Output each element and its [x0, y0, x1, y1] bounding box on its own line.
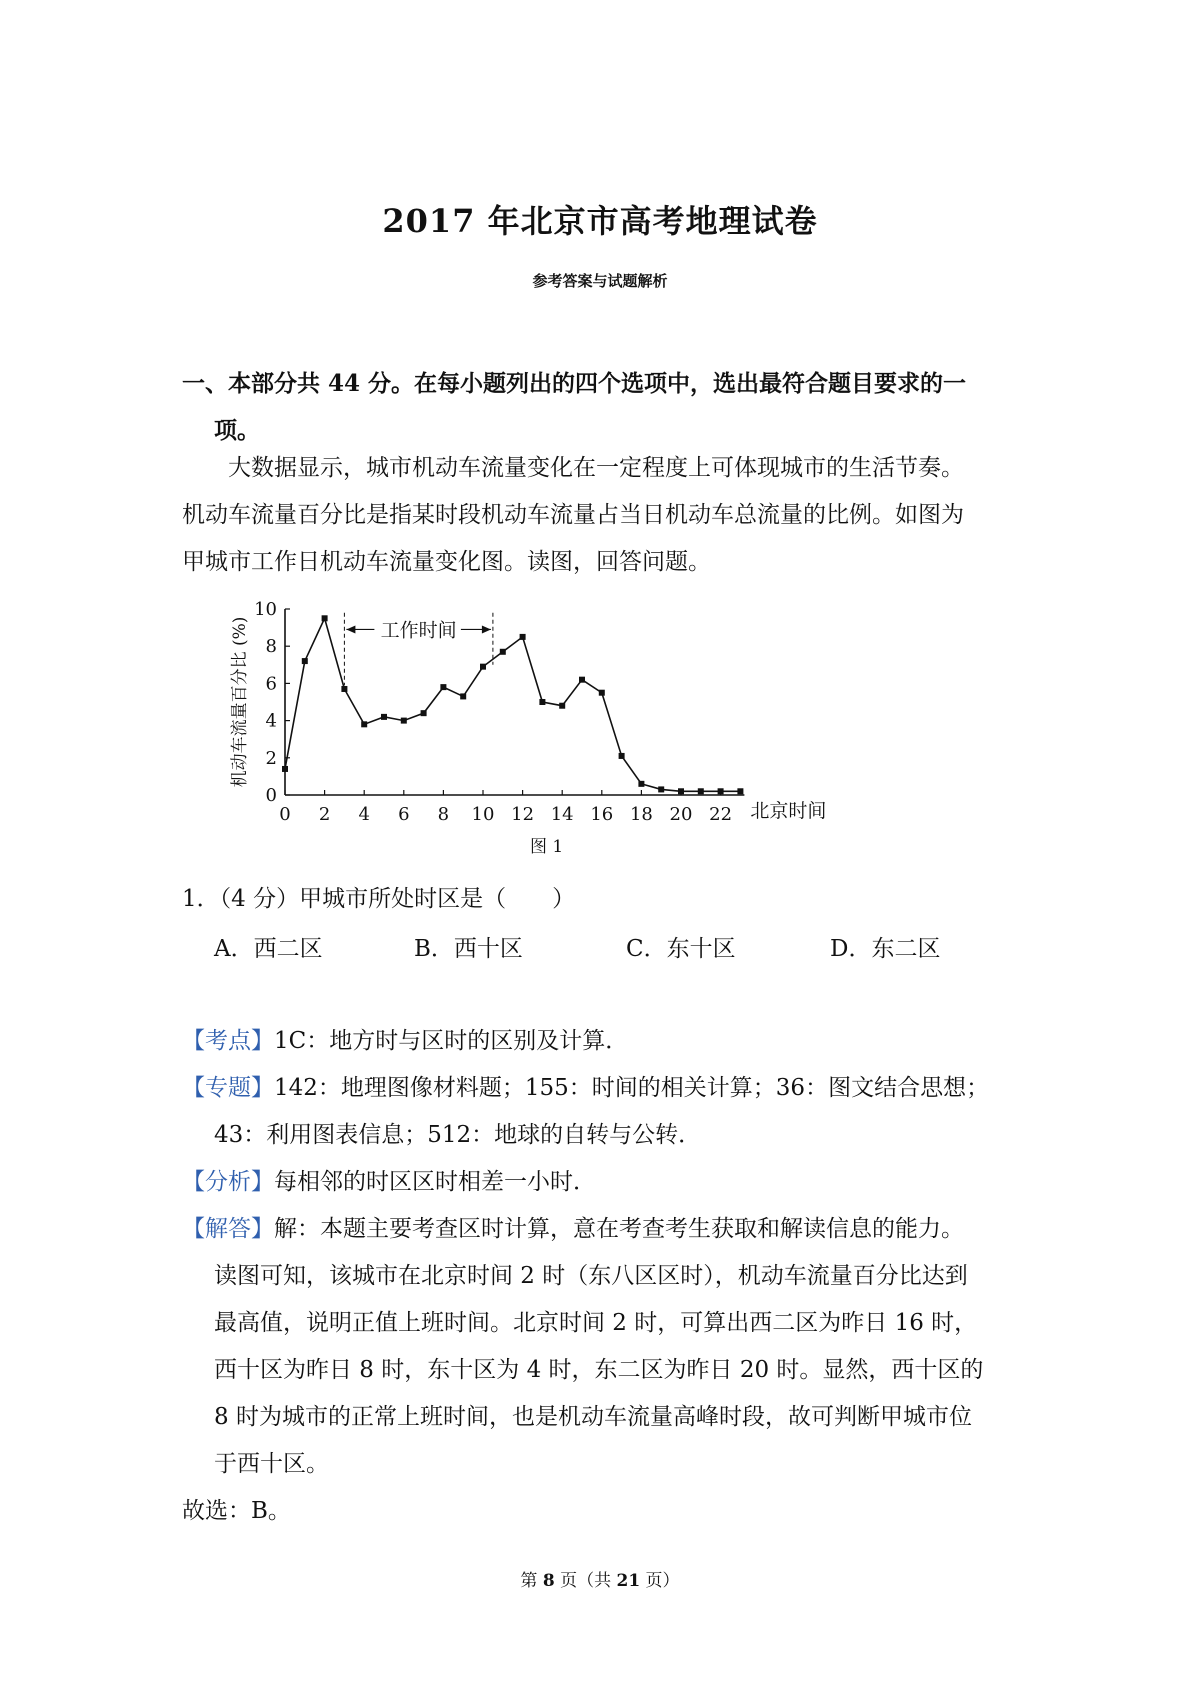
data-point: [718, 788, 724, 794]
y-tick-label: 2: [265, 747, 277, 769]
zhuanti-text-1: 142：地理图像材料题；155：时间的相关计算；36：图文结合思想；: [274, 1075, 990, 1101]
intro-line-3: 甲城市工作日机动车流量变化图。读图，回答问题。: [182, 549, 711, 575]
x-tick-label: 20: [669, 804, 693, 825]
annotation-arrowhead-right: [482, 625, 491, 633]
data-point: [480, 664, 486, 670]
data-point: [698, 788, 704, 794]
x-tick-label: 22: [709, 804, 733, 825]
x-tick-label: 2: [318, 804, 331, 825]
jieda-text-2: 读图可知，该城市在北京时间 2 时（东八区区时），机动车流量百分比达到: [214, 1263, 968, 1289]
x-tick-label: 14: [550, 804, 574, 825]
x-tick-label: 0: [279, 804, 291, 825]
annotation-label: 工作时间: [380, 619, 457, 642]
option-a: A．西二区: [214, 936, 323, 962]
jieda-text-4: 西十区为昨日 8 时，东十区为 4 时，东二区为昨日 20 时。显然，西十区的: [214, 1357, 984, 1383]
x-tick-label: 8: [437, 804, 450, 825]
intro-line-2: 机动车流量百分比是指某时段机动车流量占当日机动车总流量的比例。如图为: [182, 502, 964, 528]
y-tick-label: 0: [265, 785, 277, 806]
data-point: [559, 703, 565, 709]
y-axis-label: 机动车流量百分比 (%): [230, 616, 250, 788]
page-title: 2017 年北京市高考地理试卷: [382, 202, 818, 240]
y-tick-label: 6: [265, 673, 277, 695]
page-footer: [0, 1566, 1200, 1591]
data-point: [381, 714, 387, 720]
section-line-2: 项。: [214, 417, 260, 444]
jieda-text-6: 于西十区。: [214, 1451, 329, 1477]
data-point: [638, 781, 644, 787]
x-tick-label: 10: [471, 804, 495, 825]
fenxi-text: 每相邻的时区区时相差一小时．: [274, 1169, 596, 1195]
data-point: [322, 615, 328, 621]
x-tick-label: 16: [590, 804, 614, 825]
zhuanti-text-2: 43：利用图表信息；512：地球的自转与公转．: [214, 1122, 702, 1148]
section-line-1: 一、本部分共 44 分。在每小题列出的四个选项中，选出最符合题目要求的一: [182, 370, 967, 397]
jieda-text-3: 最高值，说明正值上班时间。北京时间 2 时，可算出西二区为昨日 16 时，: [214, 1310, 978, 1336]
intro-line-1: 大数据显示，城市机动车流量变化在一定程度上可体现城市的生活节奏。: [228, 455, 964, 481]
y-tick-label: 8: [265, 636, 277, 658]
data-point: [500, 649, 506, 655]
intro-paragraph: [182, 445, 1042, 586]
data-point: [619, 753, 625, 759]
data-point: [460, 693, 466, 699]
series-line: [285, 618, 740, 791]
kaodian-text: 1C：地方时与区时的区别及计算．: [274, 1028, 629, 1054]
data-point: [440, 684, 446, 690]
x-tick-label: 4: [358, 804, 370, 825]
question-stem: 1．（4 分）甲城市所处时区是（ ）: [182, 886, 576, 912]
data-point: [658, 786, 664, 792]
data-point: [520, 634, 526, 640]
x-axis-label: 北京时间: [750, 800, 827, 822]
annotation-arrowhead-left: [346, 625, 355, 633]
jieda-block: [182, 1206, 1042, 1488]
jieda-text-1: 解：本题主要考查区时计算，意在考查考生获取和解读信息的能力。: [274, 1216, 964, 1242]
data-point: [302, 658, 308, 664]
answer-choice: 故选：B。: [182, 1498, 291, 1524]
footer-middle: 页（共: [554, 1571, 617, 1591]
zhuanti-tag: 【专题】: [182, 1075, 274, 1101]
data-point: [361, 721, 367, 727]
data-point: [341, 686, 347, 692]
footer-prefix: 第: [520, 1571, 543, 1591]
data-point: [401, 718, 407, 724]
kaodian-line: [182, 1018, 1042, 1065]
option-b: B．西十区: [414, 936, 523, 962]
page-subtitle: 参考答案与试题解析: [532, 272, 668, 290]
y-tick-label: 4: [265, 710, 277, 732]
data-point: [599, 690, 605, 696]
x-tick-label: 6: [398, 804, 410, 825]
zhuanti-block: [182, 1065, 1042, 1159]
option-d: D．东二区: [830, 936, 941, 962]
figure-caption: 图 1: [530, 837, 564, 857]
footer-suffix: 页）: [640, 1571, 680, 1591]
data-point: [282, 766, 288, 772]
fenxi-line: [182, 1159, 1042, 1206]
fenxi-tag: 【分析】: [182, 1169, 274, 1195]
data-point: [539, 699, 545, 705]
data-point: [678, 788, 684, 794]
x-tick-label: 12: [511, 804, 535, 825]
data-point: [421, 710, 427, 716]
footer-page-number: 8: [542, 1571, 555, 1591]
section-heading: [182, 360, 1042, 454]
traffic-line-chart: [215, 590, 855, 830]
option-c: C．东十区: [626, 936, 736, 962]
x-tick-label: 18: [629, 804, 653, 825]
jieda-text-5: 8 时为城市的正常上班时间，也是机动车流量高峰时段，故可判断甲城市位: [214, 1404, 972, 1430]
kaodian-tag: 【考点】: [182, 1028, 274, 1054]
data-point: [737, 788, 743, 794]
footer-total-pages: 21: [616, 1571, 641, 1591]
data-point: [579, 677, 585, 683]
y-tick-label: 10: [254, 599, 277, 620]
jieda-tag: 【解答】: [182, 1216, 274, 1242]
